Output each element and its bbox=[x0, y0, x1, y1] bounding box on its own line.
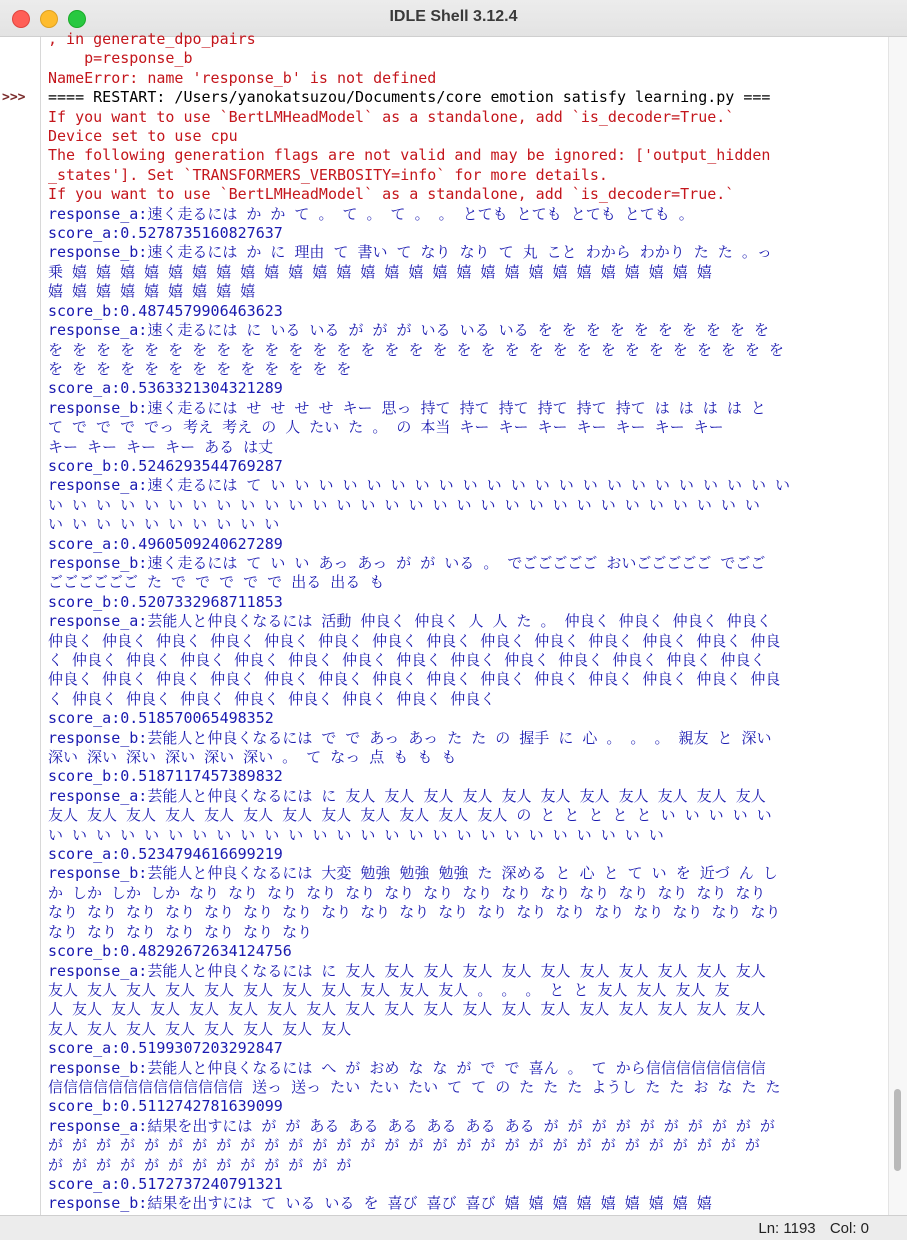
shell-output-line: い い い い い い い い い い bbox=[48, 515, 280, 534]
shell-output-line: 友人 友人 友人 友人 友人 友人 友人 友人 友人 友人 友人 友人 の と と と と と い い い い い bbox=[48, 806, 772, 825]
shell-output-line: ==== RESTART: /Users/yanokatsuzou/Documents/core emotion satisfy learning.py === bbox=[48, 88, 771, 107]
shell-output-line: score_b:0.4874579906463623 bbox=[48, 301, 283, 320]
shell-output-line: score_a:0.4960509240627289 bbox=[48, 534, 283, 553]
shell-output-line: score_a:0.5363321304321289 bbox=[48, 379, 283, 398]
shell-output-line: response_a:芸能人と仲良くなるには 活動 仲良く 仲良く 人 人 た 。 仲良く 仲良く 仲良く 仲良く bbox=[48, 612, 772, 631]
line-number: Ln: 1193 bbox=[758, 1220, 816, 1237]
shell-prompt: >>> bbox=[2, 90, 26, 105]
shell-output-line: 嬉 嬉 嬉 嬉 嬉 嬉 嬉 嬉 嬉 bbox=[48, 282, 256, 301]
shell-output-line: 友人 友人 友人 友人 友人 友人 友人 友人 bbox=[48, 1019, 352, 1038]
shell-output-line: NameError: name 'response_b' is not defined bbox=[48, 68, 437, 87]
shell-output-line: 信信信信信信信信信信信信信 送っ 送っ たい たい たい て て の た た た ようし た た お な た た bbox=[48, 1077, 781, 1096]
shell-output-line: く 仲良く 仲良く 仲良く 仲良く 仲良く 仲良く 仲良く 仲良く 仲良く 仲良く 仲良く 仲良く 仲良く bbox=[48, 651, 766, 669]
shell-output-line: Device set to use cpu bbox=[48, 127, 238, 146]
shell-output-line: 仲良く 仲良く 仲良く 仲良く 仲良く 仲良く 仲良く 仲良く 仲良く 仲良く 仲良く 仲良く 仲良く 仲良 bbox=[48, 631, 781, 650]
shell-output-line: score_b:0.5246293544769287 bbox=[48, 456, 283, 475]
shell-output-line: て で で で でっ 考え 考え の 人 たい た 。 の 本当 キー キー キー キー キー キー キー bbox=[48, 418, 724, 437]
shell-output-area[interactable] bbox=[48, 30, 880, 1215]
shell-output-line: を を を を を を を を を を を を を bbox=[48, 359, 352, 378]
prompt-gutter bbox=[0, 37, 41, 1215]
shell-output-line: response_b:速く走るには て い い あっ あっ が が いる 。 でごごごごご おいごごごごご でごご bbox=[48, 553, 766, 572]
shell-output-line: 友人 友人 友人 友人 友人 友人 友人 友人 友人 友人 友人 。 。 。 と と 友人 友人 友人 友 bbox=[48, 980, 730, 999]
cursor-position bbox=[748, 1220, 869, 1237]
shell-output-line: If you want to use `BertLMHeadModel` as a standalone, add `is_decoder=True.` bbox=[48, 107, 735, 126]
shell-output-line: If you want to use `BertLMHeadModel` as a standalone, add `is_decoder=True.` bbox=[48, 185, 735, 204]
shell-output-line: score_a:0.5234794616699219 bbox=[48, 845, 283, 864]
shell-output-line: 仲良く 仲良く 仲良く 仲良く 仲良く 仲良く 仲良く 仲良く 仲良く 仲良く 仲良く 仲良く 仲良く 仲良 bbox=[48, 670, 781, 689]
shell-output-line: response_a:速く走るには に いる いる が が が いる いる いる を を を を を を を を を を bbox=[48, 321, 769, 340]
shell-output-line: response_b:芸能人と仲良くなるには で で あっ あっ た た の 握手 に 心 。 。 。 親友 と 深い bbox=[48, 728, 772, 747]
shell-output-line: score_b:0.5207332968711853 bbox=[48, 592, 283, 611]
shell-output-line: score_b:0.5112742781639099 bbox=[48, 1097, 283, 1116]
shell-output-line: い い い い い い い い い い い い い い い い い い い い い い い い い い い い い い bbox=[48, 495, 760, 514]
status-bar bbox=[0, 1215, 907, 1240]
shell-output-line: い い い い い い い い い い い い い い い い い い い い い い い い い い bbox=[48, 825, 664, 844]
shell-output-line: ごごごごごご た で で で で で 出る 出る も bbox=[48, 573, 385, 592]
shell-output-line: , in generate_dpo_pairs bbox=[48, 30, 256, 48]
shell-output-line: response_b:速く走るには せ せ せ せ キー 思っ 持て 持て 持て 持て 持て 持て は は は は と bbox=[48, 398, 766, 417]
shell-output-line: キー キー キー キー ある は丈 bbox=[48, 437, 274, 456]
scrollbar-thumb[interactable] bbox=[894, 1089, 901, 1171]
shell-output-line: score_a:0.5278735160827637 bbox=[48, 224, 283, 243]
shell-output-line: score_b:0.48292672634124756 bbox=[48, 942, 292, 961]
shell-output-line: く 仲良く 仲良く 仲良く 仲良く 仲良く 仲良く 仲良く 仲良く bbox=[48, 689, 496, 708]
shell-output-line: p=response_b bbox=[48, 49, 193, 68]
shell-output-line: response_a:芸能人と仲良くなるには に 友人 友人 友人 友人 友人 友人 友人 友人 友人 友人 友人 bbox=[48, 786, 766, 805]
shell-output-line: 深い 深い 深い 深い 深い 深い 。 て なっ 点 も も も bbox=[48, 748, 457, 767]
shell-output-line: response_a:芸能人と仲良くなるには に 友人 友人 友人 友人 友人 友人 友人 友人 友人 友人 友人 bbox=[48, 961, 766, 980]
shell-output-line: 人 友人 友人 友人 友人 友人 友人 友人 友人 友人 友人 友人 友人 友人 友人 友人 友人 友人 友人 bbox=[48, 1000, 766, 1019]
column-number: Col: 0 bbox=[829, 1220, 869, 1237]
shell-output-line: score_b:0.5187117457389832 bbox=[48, 767, 283, 786]
shell-output-line: The following generation flags are not valid and may be ignored: ['output_hidden bbox=[48, 146, 771, 165]
shell-output-line: response_b:芸能人と仲良くなるには へ が おめ な な が で で 喜ん 。 て から信信信信信信信信 bbox=[48, 1058, 766, 1077]
shell-output-line: を を を を を を を を を を を を を を を を を を を を を を を を を を を を を を を bbox=[48, 340, 784, 359]
shell-output-line: response_b:結果を出すには て いる いる を 喜び 喜び 喜び 嬉 嬉 嬉 嬉 嬉 嬉 嬉 嬉 嬉 bbox=[48, 1194, 712, 1213]
vertical-scrollbar[interactable] bbox=[888, 37, 907, 1215]
shell-output-line: response_b:芸能人と仲良くなるには 大変 勉強 勉強 勉強 た 深める と 心 と て い を 近づ ん し bbox=[48, 864, 778, 883]
shell-output-line: が が が が が が が が が が が が が が が が が が が が が が が が が が が が が が bbox=[48, 1136, 760, 1155]
shell-output-line: _states']. Set `TRANSFORMERS_VERBOSITY=info` for more details. bbox=[48, 165, 608, 184]
shell-output-line: response_b:速く走るには か に 理由 て 書い て なり なり て 丸 こと わから わかり た た 。っ bbox=[48, 243, 772, 262]
shell-output-line: 乗 嬉 嬉 嬉 嬉 嬉 嬉 嬉 嬉 嬉 嬉 嬉 嬉 嬉 嬉 嬉 嬉 嬉 嬉 嬉 嬉 嬉 嬉 嬉 嬉 嬉 嬉 嬉 bbox=[48, 262, 712, 281]
shell-output-line: なり なり なり なり なり なり なり なり なり なり なり なり なり なり なり なり なり なり なり bbox=[48, 903, 781, 922]
shell-output-line: response_a:結果を出すには が が ある ある ある ある ある ある が が が が が が が が が が bbox=[48, 1116, 775, 1135]
shell-output-line: なり なり なり なり なり なり なり bbox=[48, 922, 313, 941]
shell-output-line: が が が が が が が が が が が が が bbox=[48, 1155, 352, 1174]
window-title: IDLE Shell 3.12.4 bbox=[389, 8, 518, 25]
shell-output-line: response_a:速く走るには て い い い い い い い い い い い い い い い い い い い い い い bbox=[48, 476, 791, 495]
shell-output-line: か しか しか しか なり なり なり なり なり なり なり なり なり なり なり なり なり なり なり bbox=[48, 883, 766, 902]
shell-output-line: score_a:0.518570065498352 bbox=[48, 709, 274, 728]
shell-output-line: score_a:0.5199307203292847 bbox=[48, 1039, 283, 1058]
shell-output-line: response_a:速く走るには か か て 。 て 。 て 。 。 とても とても とても とても 。 bbox=[48, 204, 694, 223]
shell-output-line: score_a:0.5172737240791321 bbox=[48, 1174, 283, 1193]
